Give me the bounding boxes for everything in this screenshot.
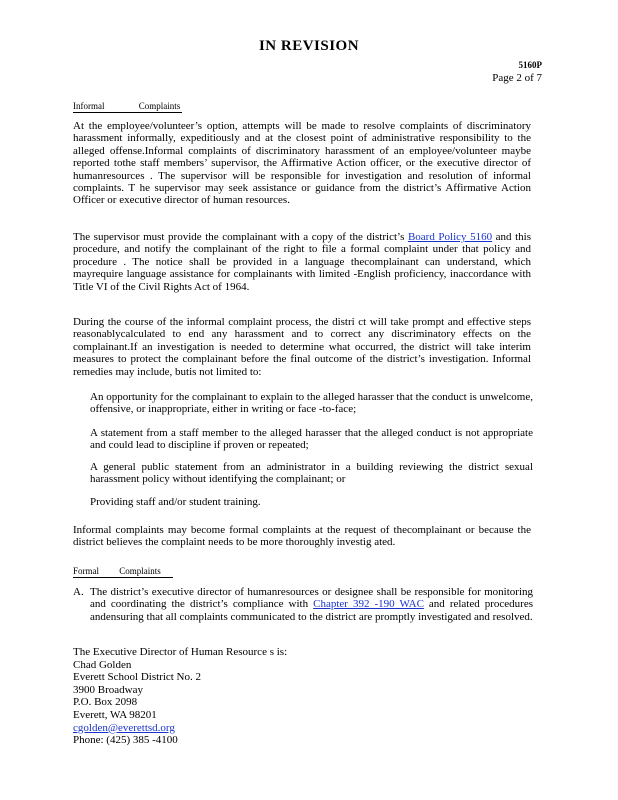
- informal-paragraph-4: Informal complaints may become formal complaints at the request of thecomplainant or because the district believes the complaint needs to be more thoroughly investig ated.: [73, 524, 531, 549]
- heading-underline: [73, 112, 182, 113]
- informal-paragraph-1: At the employee/volunteer’s option, attempts will be made to resolve complaints of discriminatory harassment informally, expeditiously and at the closest point of administrative responsibility to the alleged offense.Informal complaints of discriminatory harassment of an employee/volunteer maybe reported tothe staff members’ supervisor, the Affirmative Action officer, or the executive director of humanresources . The supervisor will be responsible for investigation and resolution of informal complaints. T he supervisor may seek assistance or guidance from the district’s Affirmative Action Officer or executive director of human resources.: [73, 120, 531, 207]
- para2-text-before: The supervisor must provide the complainant with a copy of the district’s: [73, 231, 405, 243]
- contact-name: Chad Golden: [73, 658, 132, 671]
- contact-block: [73, 646, 287, 747]
- contact-organization: Everett School District No. 2: [73, 671, 202, 684]
- heading-underline: [73, 577, 173, 578]
- contact-phone: Phone: (425) 385 -4100: [73, 734, 178, 747]
- informal-paragraph-2: [73, 231, 531, 293]
- board-policy-link[interactable]: Board Policy 5160: [407, 231, 493, 243]
- para2-text-after: and this procedure, and notify the complainant of the right to file a formal complaint under that policy and procedure . The notice shall be provided in a language thecomplainant can understand, which mayrequire language assistance for complainants with limited -English proficiency, inaccordance with Title VI of the Civil Rights Act of 1964.: [73, 231, 532, 293]
- bullet-text: A statement from a staff member to the alleged harasser that the alleged conduct is not appropriate and could lead to discipline if proven or repeated;: [90, 427, 533, 452]
- bullet-item: [73, 427, 533, 452]
- informal-paragraph-3: During the course of the informal complaint process, the distri ct will take prompt and effective steps reasonablycalculated to end any harassment and to correct any discriminatory effects on the complainant.If an investigation is needed to determine what occurred, the district will take interim measures to protect the complainant before the final outcome of the district’s investigation. Informal remedies may include, butis not limited to:: [73, 316, 531, 378]
- bullet-item: [73, 391, 533, 416]
- bullet-item: [73, 496, 533, 508]
- contact-po-box: P.O. Box 2098: [73, 696, 138, 709]
- informal-complaints-heading: [73, 101, 180, 111]
- bullet-text: An opportunity for the complainant to explain to the alleged harasser that the conduct is unwelcome, offensive, or inappropriate, either in writing or face -to-face;: [90, 391, 533, 416]
- page-number: Page 2 of 7: [492, 72, 542, 84]
- chapter-wac-link[interactable]: Chapter 392 -190 WAC: [313, 598, 424, 611]
- complaints-heading-word: Complaints: [138, 101, 181, 111]
- bullet-text: A general public statement from an administrator in a building reviewing the district sexual harassment policy without identifying the complainant; or: [90, 461, 533, 486]
- formal-item-a: [73, 586, 533, 623]
- document-number: 5160P: [518, 60, 542, 70]
- item-a-text-before: The district’s executive director of humanresources or designee shall be responsible for monitoring and coordinating the district’s compliance with: [90, 586, 533, 611]
- bullet-item: [73, 461, 533, 486]
- formal-heading-word: Formal: [73, 566, 99, 576]
- contact-city: Everett, WA 98201: [73, 708, 157, 721]
- contact-email-link[interactable]: cgolden@everettsd.org: [73, 721, 175, 734]
- bullet-text: Providing staff and/or student training.: [90, 496, 261, 508]
- complaints-heading-word: Complaints: [119, 566, 161, 576]
- item-letter: A.: [73, 586, 84, 598]
- page-title: IN REVISION: [258, 38, 360, 54]
- informal-heading-word: Informal: [73, 101, 105, 111]
- contact-intro: The Executive Director of Human Resource s is:: [73, 646, 288, 658]
- item-a-text: [90, 586, 533, 623]
- contact-street: 3900 Broadway: [73, 683, 143, 696]
- item-a-text-after: and related procedures andensuring that all complaints communicated to the district are promptly investigated and resolved.: [90, 598, 534, 623]
- formal-complaints-heading: [73, 566, 161, 576]
